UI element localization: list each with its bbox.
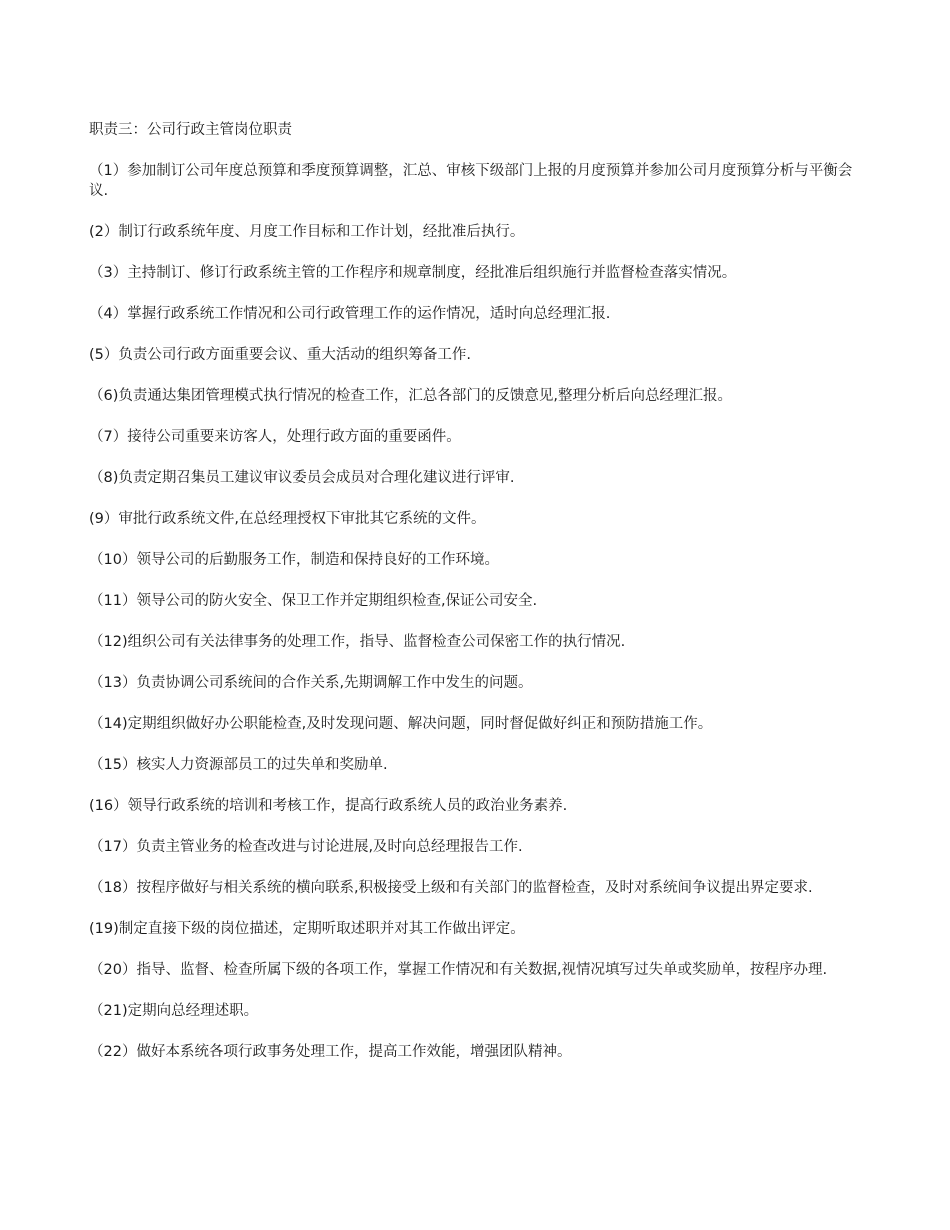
document-title: 职责三：公司行政主管岗位职责 bbox=[89, 122, 292, 138]
duty-item-2: (2）制订行政系统年度、月度工作目标和工作计划，经批准后执行。 bbox=[89, 224, 525, 240]
duty-item-8: （8)负责定期召集员工建议审议委员会成员对合理化建议进行评审. bbox=[89, 470, 515, 486]
duty-item-9: (9）审批行政系统文件,在总经理授权下审批其它系统的文件。 bbox=[89, 511, 486, 527]
document-page bbox=[89, 120, 859, 1083]
duty-item-6: （6)负责通达集团管理模式执行情况的检查工作，汇总各部门的反馈意见,整理分析后向总经理汇报。 bbox=[89, 388, 732, 404]
duty-item-10: （10）领导公司的后勤服务工作，制造和保持良好的工作环境。 bbox=[89, 552, 499, 568]
duty-item-5: (5）负责公司行政方面重要会议、重大活动的组织筹备工作. bbox=[89, 347, 471, 363]
duty-item-13: （13）负责协调公司系统间的合作关系,先期调解工作中发生的问题。 bbox=[89, 675, 533, 691]
duty-item-1: （1）参加制订公司年度总预算和季度预算调整，汇总、审核下级部门上报的月度预算并参加公司月度预算分析与平衡会议. bbox=[89, 163, 853, 199]
duty-item-7: （7）接待公司重要来访客人，处理行政方面的重要函件。 bbox=[89, 429, 461, 445]
duty-item-19: (19)制定直接下级的岗位描述，定期听取述职并对其工作做出评定。 bbox=[89, 921, 525, 937]
duty-item-14: （14)定期组织做好办公职能检查,及时发现问题、解决问题，同时督促做好纠正和预防措施工作。 bbox=[89, 716, 713, 732]
duty-item-16: (16）领导行政系统的培训和考核工作，提高行政系统人员的政治业务素养. bbox=[89, 798, 568, 814]
duty-item-3: （3）主持制订、修订行政系统主管的工作程序和规章制度，经批准后组织施行并监督检查落实情况。 bbox=[89, 265, 737, 281]
duty-item-18: （18）按程序做好与相关系统的横向联系,积极接受上级和有关部门的监督检查，及时对系统间争议提出界定要求. bbox=[89, 880, 813, 896]
duty-item-20: （20）指导、监督、检查所属下级的各项工作，掌握工作情况和有关数据,视情况填写过失单或奖励单，按程序办理. bbox=[89, 962, 828, 978]
duty-item-11: （11）领导公司的防火安全、保卫工作并定期组织检查,保证公司安全. bbox=[89, 593, 538, 609]
duty-item-21: （21)定期向总经理述职。 bbox=[89, 1003, 259, 1019]
duty-item-15: （15）核实人力资源部员工的过失单和奖励单. bbox=[89, 757, 388, 773]
duty-item-17: （17）负责主管业务的检查改进与讨论进展,及时向总经理报告工作. bbox=[89, 839, 523, 855]
duty-item-12: （12)组织公司有关法律事务的处理工作，指导、监督检查公司保密工作的执行情况. bbox=[89, 634, 626, 650]
duty-item-22: （22）做好本系统各项行政事务处理工作，提高工作效能，增强团队精神。 bbox=[89, 1044, 572, 1060]
duty-item-4: （4）掌握行政系统工作情况和公司行政管理工作的运作情况，适时向总经理汇报. bbox=[89, 306, 611, 322]
